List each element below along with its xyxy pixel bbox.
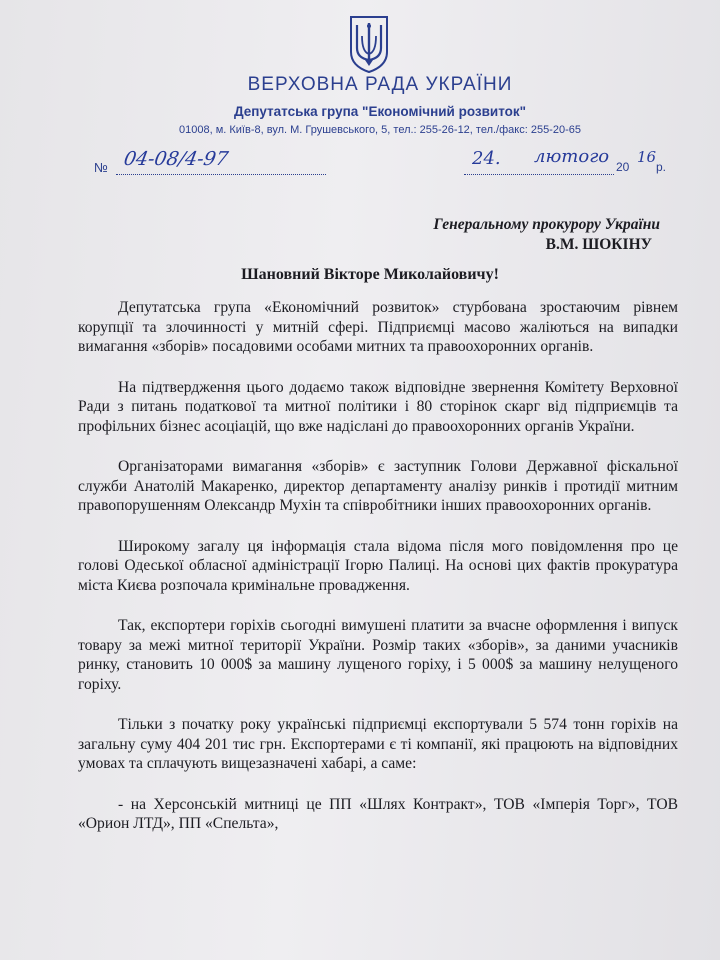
date-month: лютого	[534, 146, 610, 167]
letter-body	[78, 298, 678, 855]
addressee-position: Генеральному прокурору України	[433, 216, 660, 233]
body-paragraph: На підтвердження цього додаємо також відповідне звернення Комітету Верховної Ради з питань податкової та митної політики і 80 сторінок скарг від підприємців та профільних бізнес асоціацій, що вже надіслані до правоохоронних органів України.	[78, 378, 678, 435]
salutation: Шановний Вікторе Миколайовичу!	[241, 266, 499, 283]
addressee-block	[433, 215, 660, 255]
body-paragraph: Депутатська група «Економічний розвиток» стурбована зростаючим рівнем корупції та злочинності у митній сфері. Підприємці масово жаліються на випадки вимагання «зборів» посадовими особами митних та правоохоронних органів.	[78, 299, 678, 355]
date-year-prefix: 20	[616, 160, 630, 174]
body-paragraph: Так, експортери горіхів сьогодні вимушені платити за вчасне оформлення і випуск товару за межі митної території України. Розмір таких «зборів», за даними учасників ринку, становить 10 000$ за машину лущеного горіху, і 5 000$ за машину нелущеного горіху.	[78, 617, 678, 693]
reference-line	[94, 146, 674, 180]
date-suffix: р.	[656, 160, 667, 174]
date-year-handwritten: 16	[637, 148, 657, 166]
letterhead-address: 01008, м. Київ-8, вул. М. Грушевського, 5, тел.: 255-26-12, тел./факс: 255-20-65	[179, 124, 581, 136]
addressee-name: В.М. ШОКІНУ	[545, 236, 652, 253]
group-name: Депутатська група "Економічний розвиток"	[233, 104, 527, 119]
body-paragraph: Організаторами вимагання «зборів» є заступник Голови Державної фіскальної служби Анатолій Макаренко, директор департаменту аналізу ринків і протидії митним правопорушенням Олександр Мухін та співробітники інших правоохоронних органів.	[78, 458, 678, 514]
date-day: 24.	[472, 148, 501, 169]
body-list-item: - на Херсонській митниці це ПП «Шлях Контракт», ТОВ «Імперія Торг», ТОВ «Орион ЛТД», ПП «Спельта»,	[78, 795, 678, 832]
trident-coat-of-arms-icon	[348, 14, 390, 74]
body-paragraph: Тільки з початку року українські підприємці експортували 5 574 тонн горіхів на загальну суму 404 201 тис грн. Експортерами є ті компанії, які працюють на відповідних умовах та сплачують вищезазначені хабарі, а саме:	[78, 716, 678, 772]
reference-number-value: 04-08/4-97	[122, 148, 230, 170]
body-paragraph: Широкому загалу ця інформація стала відома після мого повідомлення про це голові Одеської обласної адміністрації Ігорю Палиці. На основі цих фактів прокуратура міста Києва розпочала кримінальне провадження.	[78, 537, 678, 594]
reference-number-label: №	[94, 160, 108, 175]
organization-title: ВЕРХОВНА РАДА УКРАЇНИ	[247, 74, 513, 95]
